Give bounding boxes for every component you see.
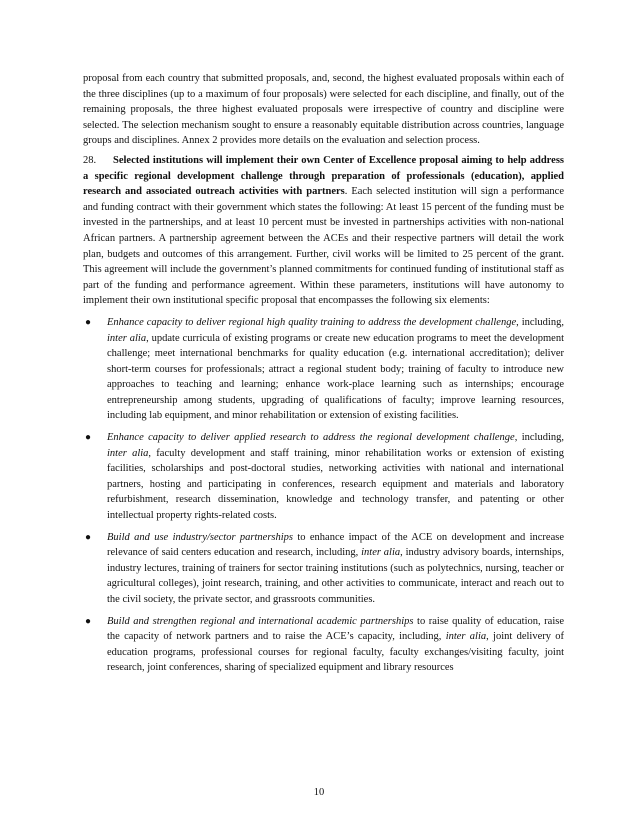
list-item-italic: inter alia — [361, 547, 401, 559]
list-item-italic: inter alia — [107, 332, 147, 344]
list-item-text: , industry advisory boards, internships, industry lectures, training of trainers for sector training institutions (such as polytechnics, nursing, teacher or agricultural colleges), joint research, training, and other activities to communicate, interact and reach out to the civil society, the private sector, and grassroots communities. — [107, 547, 564, 605]
list-item-text: , including, — [514, 432, 564, 444]
list-item-italic: inter alia — [107, 447, 149, 459]
list-item-lead: Enhance capacity to deliver applied research to address the regional development challenge — [107, 432, 515, 444]
list-item-text: to enhance impact of the ACE on development and increase relevance of said centers education and research, including, — [107, 531, 564, 559]
bullet-icon: ● — [85, 615, 92, 627]
list-item-italic: inter alia — [445, 631, 487, 643]
list-item — [83, 530, 564, 608]
list-item-text: , including, — [516, 316, 564, 328]
page-number: 10 — [313, 787, 325, 798]
list-item-text: , joint delivery of education programs, professional courses for regional faculty, faculty exchanges/visiting faculty, joint research, joint conferences, sharing of specialized equipment and library resources — [107, 631, 564, 674]
list-item-lead: Build and use industry/sector partnerships — [107, 531, 294, 543]
list-item-text: , faculty development and staff training, minor rehabilitation works or extension of existing facilities, scholarships and post-doctoral studies, networking activities with national and international partners, hosting and participating in conferences, research equipment and materials and laboratory refurbishment, research dissemination, knowledge and technology transfer, and patenting or other intellectual property rights-related costs. — [107, 447, 564, 522]
bullet-icon: ● — [85, 316, 92, 328]
bullet-icon: ● — [85, 432, 92, 444]
list-item-text: to raise quality of education, raise the capacity of network partners and to raise the ACE’s capacity, including, — [107, 615, 564, 643]
list-item-text: , update curricula of existing programs or create new education programs to meet the development challenge; meet international benchmarks for quality education (e.g. international accreditation); deliver short-term courses for professionals; attract a regional student body; training of faculty to introduce new approaches to teaching and learning; enhance work-place learning such as internships; encourage entrepreneurship among students, upgrading of qualifications of faculty; improve learning resources, including lab equipment, and minor rehabilitation or extension of existing facilities. — [107, 332, 564, 422]
paragraph-number: 28. — [83, 154, 97, 166]
paragraph-body: . Each selected institution will sign a performance and funding contract with their government which states the following: At least 15 percent of the funding must be invested in the partnerships, and at least 10 percent must be invested in partnerships activities with non-national African partners. A partnership agreement between the ACEs and their respective partners will detail the work plan, budgets and outcomes of this arrangement. Further, civil works will be limited to 25 percent of the grant. This agreement will include the government’s planned commitments for continued funding of institutional staff as part of the funding and performance agreement. Within these parameters, institutions will have autonomy to implement their own institutional specific proposal that encompasses the following six elements: — [83, 186, 564, 307]
list-item-lead: Enhance capacity to deliver regional high quality training to address the development challenge — [107, 316, 517, 328]
document-page — [83, 71, 564, 682]
list-item — [83, 315, 564, 424]
elements-list — [83, 315, 564, 676]
list-item — [83, 614, 564, 676]
list-item — [83, 430, 564, 524]
paragraph-28 — [83, 153, 564, 309]
list-item-lead: Build and strengthen regional and international academic partnerships — [107, 615, 414, 627]
paragraph-continuation: proposal from each country that submitted proposals, and, second, the highest evaluated proposals within each of the three disciplines (up to a maximum of four proposals) were selected for each discipline, and finally, out of the remaining proposals, the three highest evaluated proposals were irrespective of country and discipline were selected. The selection mechanism sought to ensure a reasonably equitable distribution across countries, language groups and disciplines. Annex 2 provides more details on the evaluation and selection process. — [83, 73, 564, 147]
paragraph-bold-lead: Selected institutions will implement their own Center of Excellence proposal aiming to help address a specific regional development challenge through preparation of professionals (education), applied research and associated outreach activities with partners — [83, 154, 564, 198]
bullet-icon: ● — [85, 531, 92, 543]
